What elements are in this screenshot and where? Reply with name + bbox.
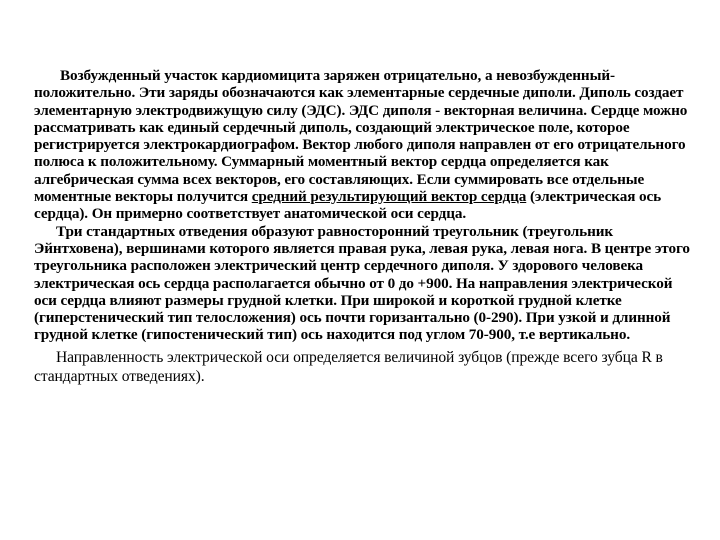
paragraph-dipole-text-start: Возбужденный участок кардиомицита заряжен отрицательно, а невозбужденный- положительно. Эти заряды обозначаются как элементарные сердечные диполи. Диполь создает элементарную электродвижущую силу (ЭДС). ЭДС диполя - векторная величина. Сердце можно рассматривать как единый сердечный диполь, создающий электрическое поле, которое регистрируется электрокардиографом. Вектор любого диполя направлен от его отрицательного полюса к положительному. Суммарный моментный вектор сердца определяется как алгебрическая сумма всех векторов, его составляющих. Если суммировать все отдельные моментные векторы получится: [34, 67, 688, 206]
paragraph-einthoven: Три стандартных отведения образуют равносторонний треугольник (треугольник Эйнтховена), вершинами которого является правая рука, левая рука, левая нога. В центре этого треугольника расположен электрический центр сердечного диполя. У здорового человека электрическая ось сердца располагается обычно от 0 до +900. На направления электрической оси сердца влияют размеры грудной клетки. При широкой и короткой грудной клетке (гиперстенический тип телосложения) ось почти горизантально (0-290). При узкой и длинной грудной клетке (гипостенический тип) ось находится под углом 70-900, т.е вертикально.: [34, 222, 690, 344]
paragraph-dipole: [34, 67, 690, 223]
underlined-term: средний результирующий вектор сердца: [251, 188, 527, 206]
paragraph-dipole-text-end: (электрическая ось сердца). Он примерно соответствует анатомической оси сердца.: [34, 188, 662, 223]
text-body: [34, 67, 690, 386]
paragraph-axis-direction: Направленность электрической оси определяется величиной зубцов (прежде всего зубца R в стандартных отведениях).: [34, 348, 663, 385]
